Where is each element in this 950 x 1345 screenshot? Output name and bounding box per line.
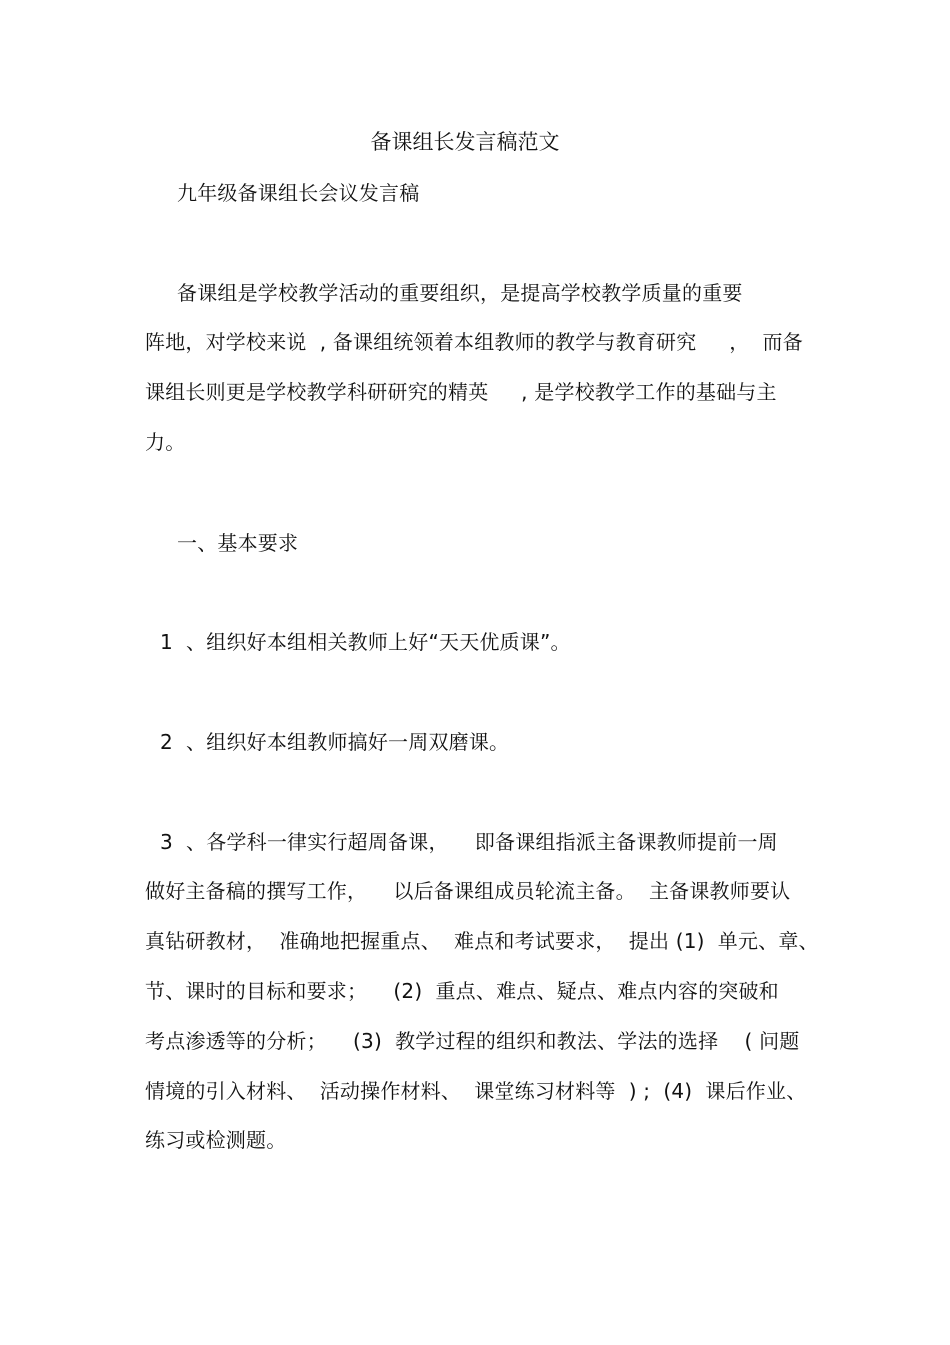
intro-line-4: 力。 <box>145 430 186 454</box>
list-item-2: 2 、组织好本组教师搞好一周双磨课。 <box>160 730 510 754</box>
intro-line-1: 备课组是学校教学活动的重要组织，是提高学校教学质量的重要 <box>177 281 743 305</box>
list-item-3-line-6: 情境的引入材料、 活动操作材料、 课堂练习材料等 ) ; (4) 课后作业、 <box>145 1079 807 1103</box>
list-item-3-line-1: 3 、各学科一律实行超周备课， 即备课组指派主备课教师提前一周 <box>160 830 778 854</box>
document-title: 备课组长发言稿范文 <box>370 130 560 154</box>
list-item-3-line-7: 练习或检测题。 <box>145 1128 287 1152</box>
list-item-3-line-3: 真钻研教材， 准确地把握重点、 难点和考试要求， 提出 (1) 单元、章、 <box>145 929 819 953</box>
list-item-1: 1 、组织好本组相关教师上好“天天优质课”。 <box>160 630 571 654</box>
document-subtitle: 九年级备课组长会议发言稿 <box>177 181 420 205</box>
list-item-3-line-4: 节、课时的目标和要求； (2) 重点、难点、疑点、难点内容的突破和 <box>145 979 779 1003</box>
intro-line-2: 阵地，对学校来说 , 备课组统领着本组教师的教学与教育研究 ， 而备 <box>145 330 803 354</box>
intro-line-3: 课组长则更是学校教学科研研究的精英 , 是学校教学工作的基础与主 <box>145 380 777 404</box>
section-heading: 一、基本要求 <box>177 531 299 555</box>
list-item-3-line-2: 做好主备稿的撰写工作， 以后备课组成员轮流主备。 主备课教师要认 <box>145 879 791 903</box>
list-item-3-line-5: 考点渗透等的分析； (3) 教学过程的组织和教法、学法的选择 ( 问题 <box>145 1029 800 1053</box>
